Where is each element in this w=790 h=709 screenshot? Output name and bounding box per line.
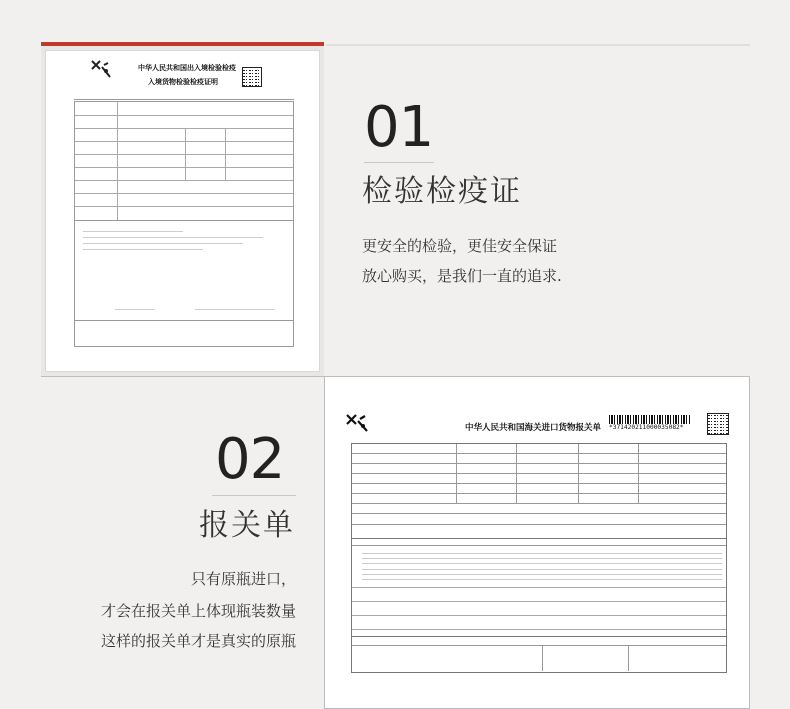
customs-footer [351, 637, 727, 673]
section-01-desc-line2: 放心购买，是我们一直的追求. [362, 267, 562, 285]
customs-title: 中华人民共和国海关进口货物报关单 [465, 423, 602, 433]
section-02-desc-line1: 只有原瓶进口， [190, 570, 296, 588]
barcode-icon [609, 415, 691, 424]
section-title-inspection: 检验检疫证 [362, 174, 522, 209]
section-number-01: 01 [364, 95, 434, 160]
certificate-footer-box [74, 321, 294, 347]
customs-header-grid [351, 443, 727, 539]
section-01-desc-line1: 更安全的检验，更佳安全保证 [362, 237, 558, 255]
section-top-divider [326, 44, 750, 46]
customs-declaration-image [324, 376, 750, 709]
barcode-number: *371420211000035082* [609, 424, 684, 431]
section-02-rule [212, 495, 296, 496]
section-02-desc-line3: 这样的报关单才是真实的原瓶 [100, 632, 296, 650]
section-title-customs: 报关单 [199, 508, 295, 543]
inspection-certificate-image [41, 42, 324, 376]
section-02-desc-line2: 才会在报关单上体现瓶装数量 [100, 602, 296, 620]
certificate-title-2: 入境货物检验检疫证明 [148, 77, 218, 86]
customs-logo-icon [345, 413, 369, 433]
section-01-rule [364, 162, 434, 163]
qr-code-icon [242, 67, 262, 87]
customs-goods-table [351, 539, 727, 637]
top-margin [0, 0, 790, 42]
section-number-02: 02 [215, 427, 285, 492]
certificate-paper [45, 50, 320, 372]
certificate-title-1: 中华人民共和国出入境检验检疫 [138, 63, 236, 72]
certificate-remarks-box [74, 221, 294, 321]
certificate-form-grid [74, 101, 294, 221]
ciq-logo-icon [90, 59, 112, 79]
qr-code-icon-2 [707, 413, 729, 435]
